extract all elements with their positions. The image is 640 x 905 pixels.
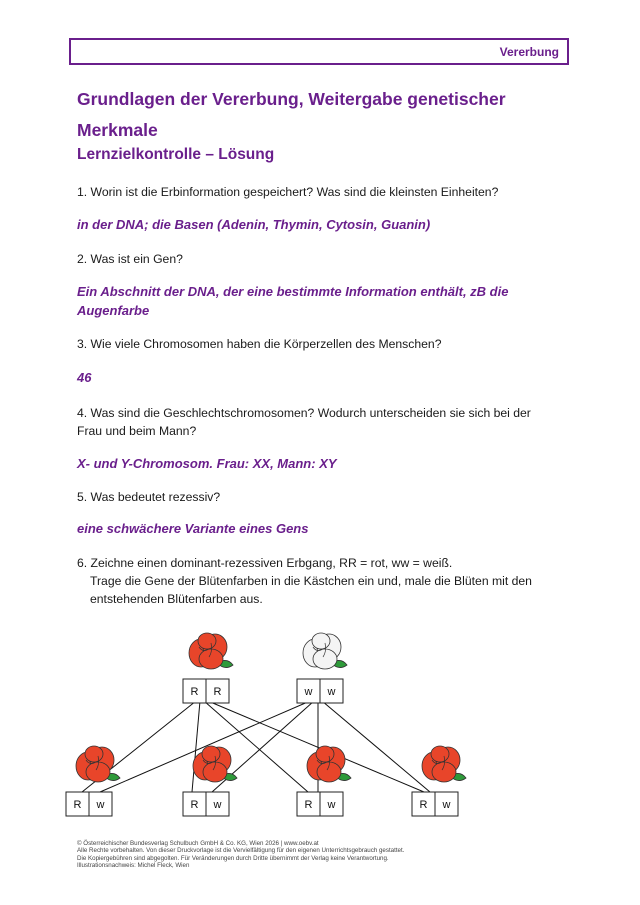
answer-2: Ein Abschnitt der DNA, der eine bestimmte Information enthält, zB die Augenfarbe	[77, 284, 509, 318]
parent-box-1	[183, 679, 229, 703]
child-box-2-gene-2: w	[213, 799, 222, 811]
answer-3: 46	[77, 370, 92, 385]
question-3: 3. Wie viele Chromosomen haben die Körperzellen des Menschen?	[77, 337, 442, 351]
child-box-2	[183, 792, 229, 816]
child-flower-2	[193, 746, 237, 782]
child-box-3-gene-2: w	[327, 799, 336, 811]
child-box-2-gene-1: R	[190, 799, 199, 811]
child-box-1-gene-1: R	[73, 799, 82, 811]
question-5: 5. Was bedeutet rezessiv?	[77, 490, 221, 504]
answer-4: X- und Y-Chromosom. Frau: XX, Mann: XY	[77, 456, 337, 471]
child-box-3-gene-1: R	[304, 799, 313, 811]
parent-flower-1	[189, 633, 233, 669]
child-flower-1	[76, 746, 120, 782]
parent-box-2-gene-2: w	[327, 686, 336, 698]
answer-1: in der DNA; die Basen (Adenin, Thymin, Cytosin, Guanin)	[77, 217, 431, 232]
task-6-line-2: Trage die Gene der Blütenfarben in die Kästchen ein und, male die Blüten mit den entstehenden Blütenfarben aus.	[90, 574, 532, 606]
parent-box-2	[297, 679, 343, 703]
child-box-4	[412, 792, 458, 816]
child-box-3	[297, 792, 343, 816]
footer-line-4: Illustrationsnachweis: Michel Fleck, Wien	[77, 862, 190, 870]
question-1: 1. Worin ist die Erbinformation gespeichert? Was sind die kleinsten Einheiten?	[77, 185, 499, 199]
footer	[77, 840, 404, 870]
child-flower-4	[422, 746, 466, 782]
parent-box-2-gene-1: w	[304, 686, 313, 698]
child-box-1-gene-2: w	[96, 799, 105, 811]
child-flower-3	[307, 746, 351, 782]
footer-line-1: © Österreichischer Bundesverlag Schulbuch GmbH & Co. KG, Wien 2026 | www.oebv.at	[77, 840, 319, 847]
task-6-line-1: 6. Zeichne einen dominant-rezessiven Erbgang, RR = rot, ww = weiß.	[77, 556, 453, 570]
child-box-1	[66, 792, 112, 816]
parent-box-1-gene-1: R	[190, 686, 199, 698]
page-title: Grundlagen der Vererbung, Weitergabe genetischer Merkmale	[77, 89, 506, 140]
question-2: 2. Was ist ein Gen?	[77, 252, 183, 266]
header-label: Vererbung	[499, 45, 559, 59]
footer-line-2: Alle Rechte vorbehalten. Von dieser Druckvorlage ist die Vervielfältigung für den eigenen Unterrichtsgebrauch gestattet.	[77, 847, 405, 855]
question-4: 4. Was sind die Geschlechtschromosomen? Wodurch unterscheiden sie sich bei der Frau und beim Mann?	[77, 406, 531, 438]
child-box-4-gene-2: w	[442, 799, 451, 811]
child-box-4-gene-1: R	[419, 799, 428, 811]
answer-5: eine schwächere Variante eines Gens	[77, 521, 309, 536]
inheritance-lines	[82, 701, 430, 792]
footer-line-3: Die Kopiergebühren sind abgegolten. Für Veränderungen durch Dritte übernimmt der Verlag keine Verantwortung.	[77, 854, 389, 862]
parent-box-1-gene-2: R	[213, 686, 222, 698]
parent-flower-2	[303, 633, 347, 669]
page-subtitle: Lernzielkontrolle – Lösung	[77, 146, 275, 163]
